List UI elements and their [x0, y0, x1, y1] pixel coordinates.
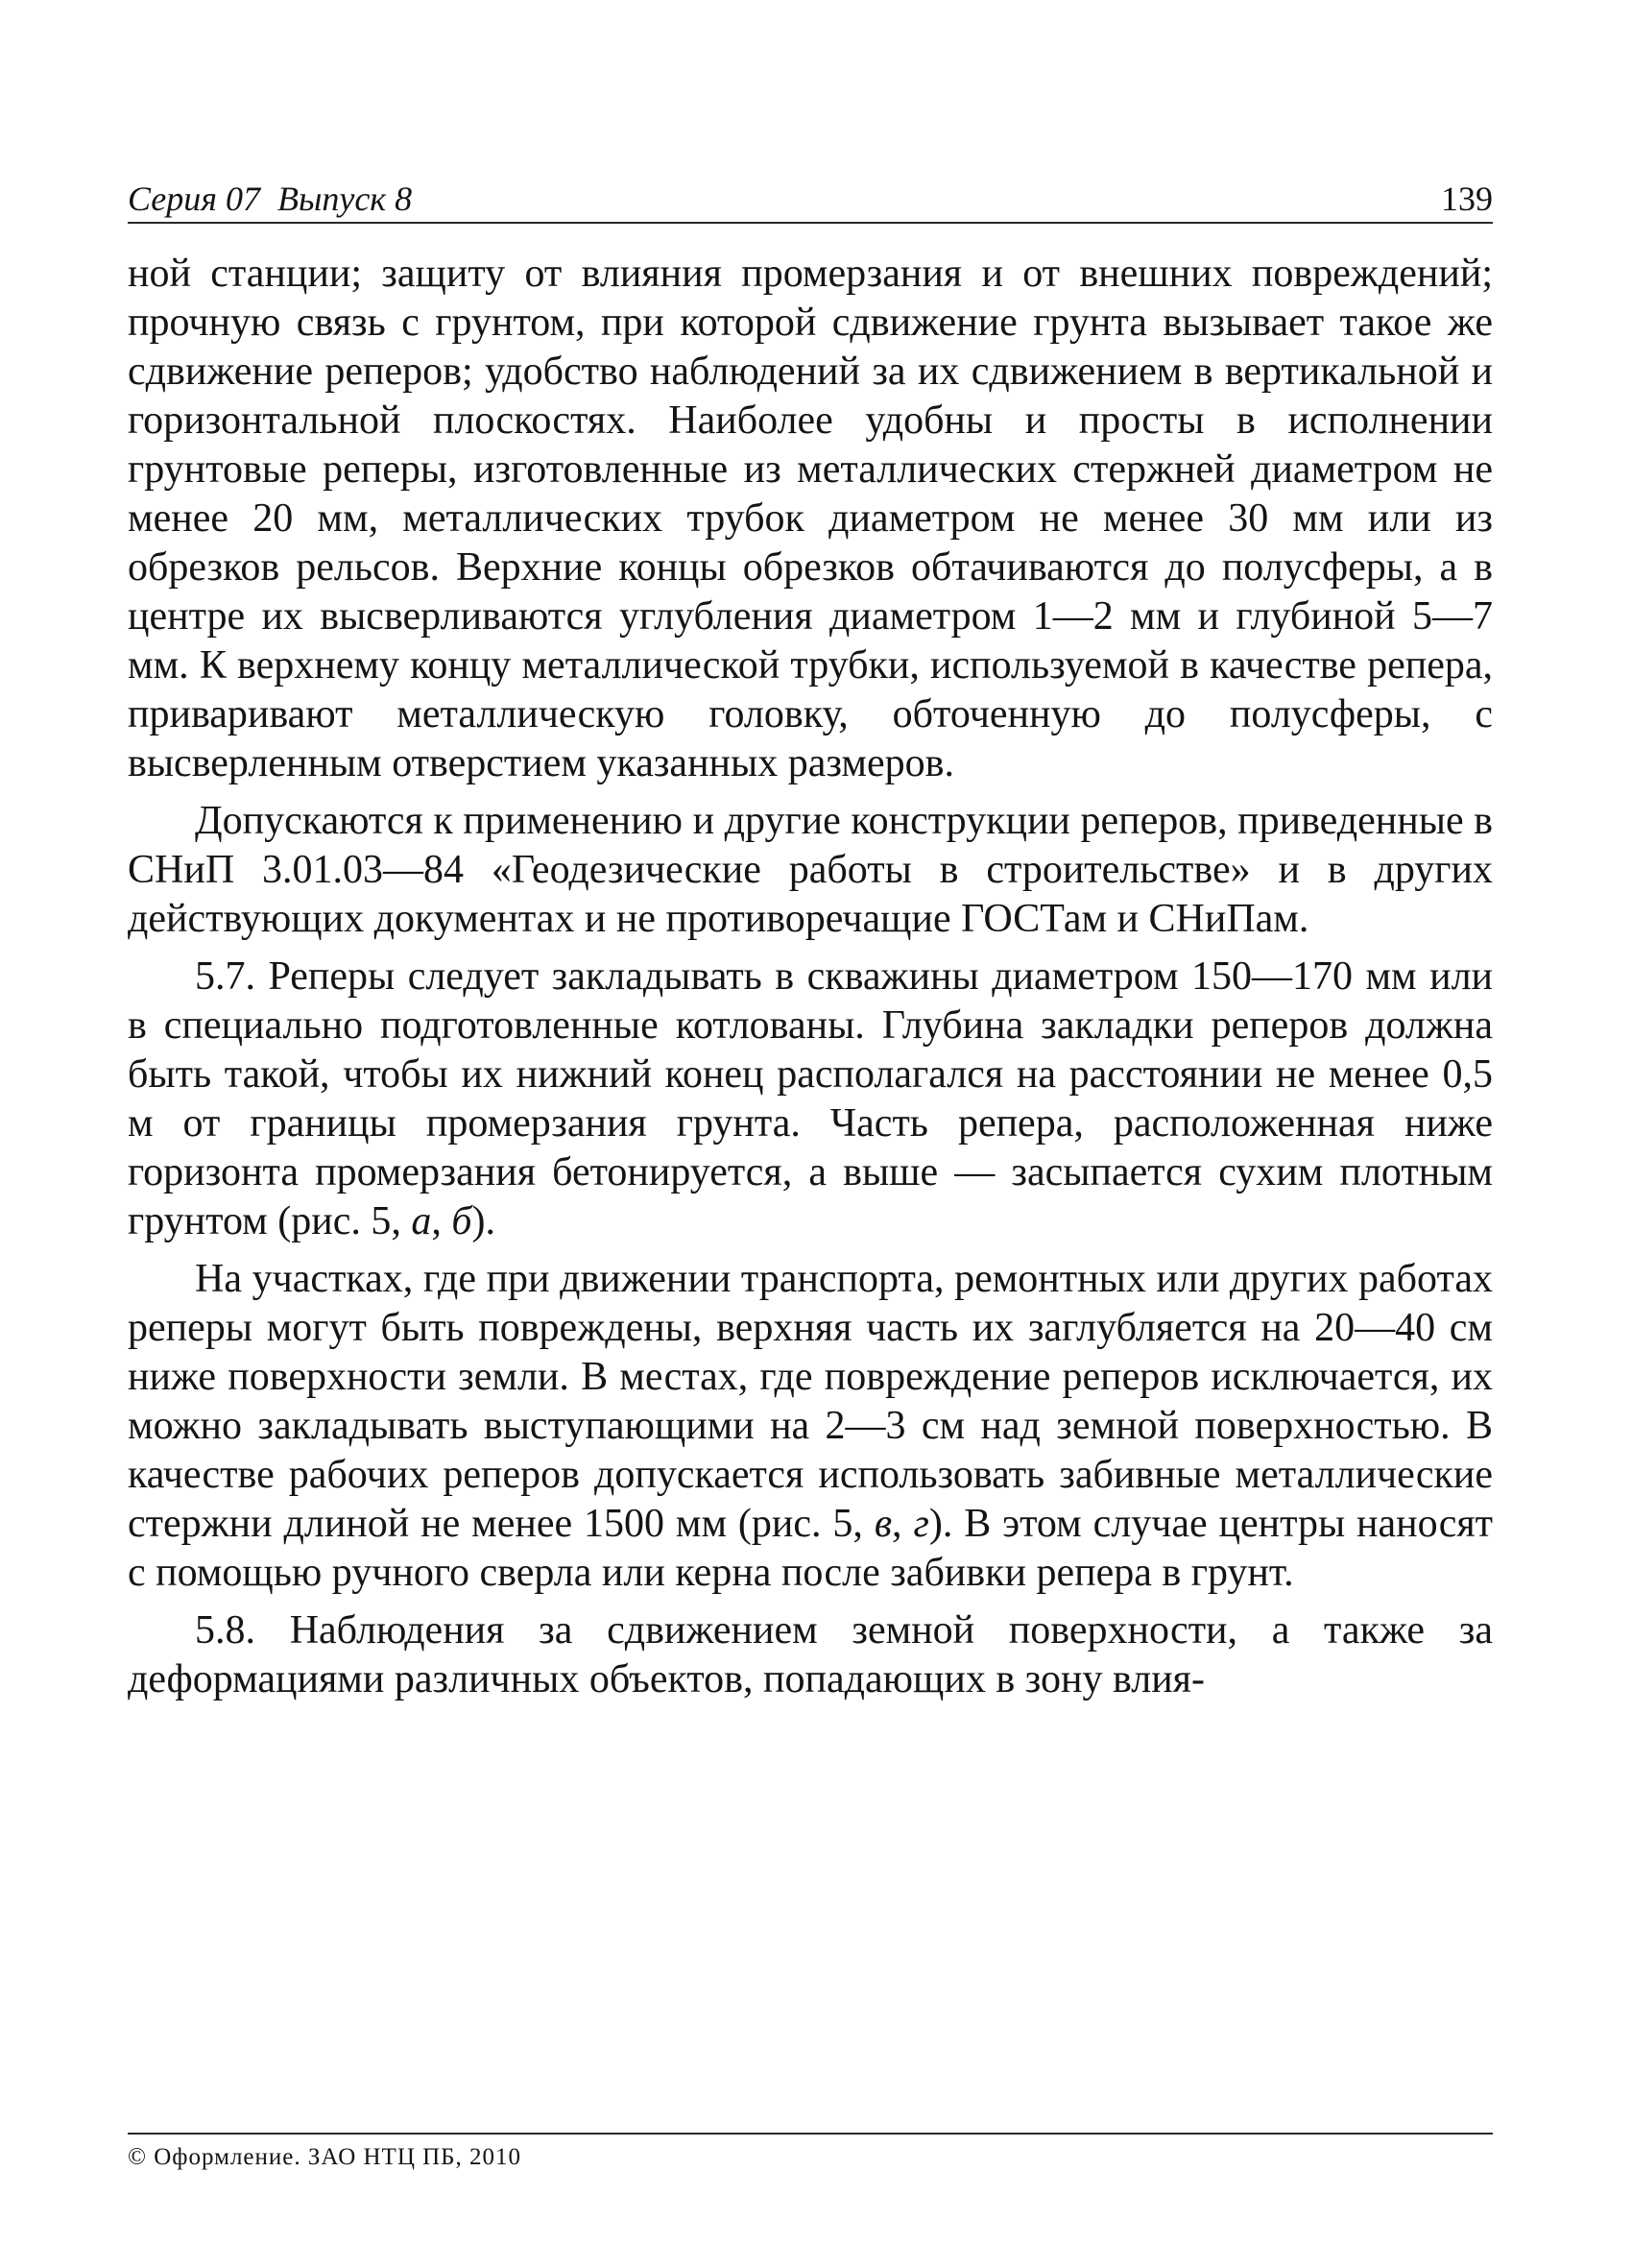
paragraph-continued: ной станции; защиту от влияния промерзания и от внешних повреждений; прочную связь с грунтом, при которой сдвижение грунта вызывает такое же сдвижение реперов; удобство наблюдений за их сдвижением в вертикальной и горизонтальной плоскостях. Наиболее удобны и просты в исполнении грунтовые реперы, изготовленные из металлических стержней диаметром не менее 20 мм, металлических трубок диаметром не менее 30 мм или из обрезков рельсов. Верхние концы обрезков обтачиваются до полусферы, а в центре их высверливаются углубления диаметром 1—2 мм и глубиной 5—7 мм. К верхнему концу металлической трубки, используемой в качестве репера, приваривают металлическую головку, обточенную до полусферы, с высверленным отверстием указанных размеров. — [128, 252, 1493, 785]
header-divider — [128, 222, 1493, 224]
page-number: 139 — [1441, 180, 1493, 218]
paragraph-sections-transport: На участках, где при движении транспорта, ремонтных или других работах реперы могут быть повреждены, верхняя часть их заглубляется на 20—40 см ниже поверхности земли. В местах, где повреждение реперов исключается, их можно закладывать выступающими на 2—3 см над земной поверхностью. В качестве рабочих реперов допускается использовать забивные металлические стержни длиной не менее 1500 мм (рис. 5, в, г). В этом случае центры наносят с помощью ручного сверла или керна после забивки репера в грунт. — [128, 1257, 1494, 1595]
series-issue-label: Серия 07 Выпуск 8 — [128, 180, 413, 218]
paragraph-5-7: 5.7. Реперы следует закладывать в скважины диаметром 150—170 мм или в специально подготовленные котлованы. Глубина закладки реперов должна быть такой, чтобы их нижний конец располагался на расстоянии не менее 0,5 м от границы промерзания грунта. Часть репера, расположенная ниже горизонта промерзания бетонируется, а выше — засыпается сухим плотным грунтом (рис. 5, а, б). — [128, 954, 1493, 1243]
paragraph-5-8: 5.8. Наблюдения за сдвижением земной поверхности, а также за деформациями различных объектов, попадающих в зону влия- — [128, 1608, 1493, 1701]
paragraph-allowed-designs: Допускаются к применению и другие конструкции реперов, приведенные в СНиП 3.01.03—84 «Геодезические работы в строительстве» и в других действующих документах и не противоречащие ГОСТам и СНиПам. — [128, 799, 1493, 941]
footer-divider — [128, 2133, 1493, 2135]
running-header — [128, 179, 1493, 219]
body-text — [128, 250, 1493, 1704]
copyright-footer: © Оформление. ЗАО НТЦ ПБ, 2010 — [128, 2144, 522, 2170]
